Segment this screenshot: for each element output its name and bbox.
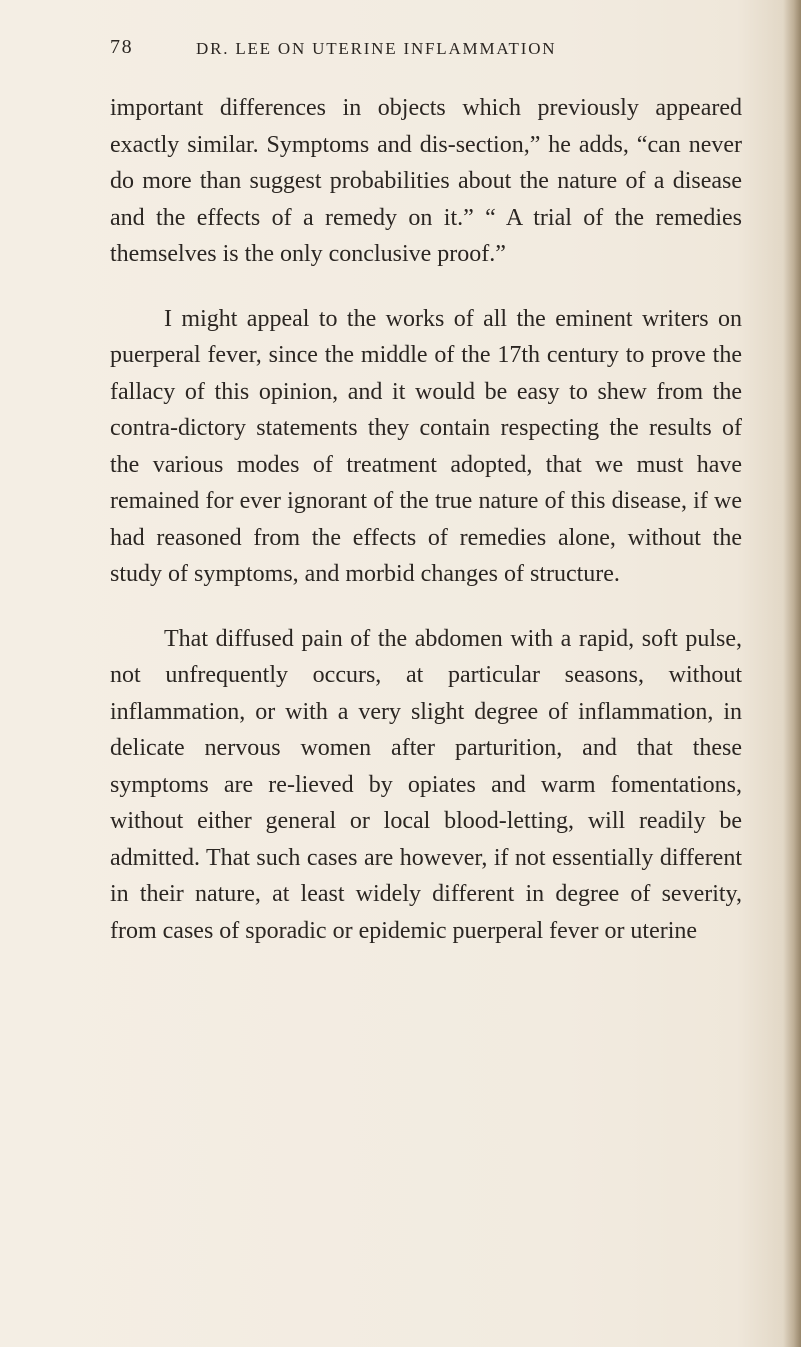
paragraph-continued: important differences in objects which previously appeared exactly similar. Symptoms and dis-section,” he adds, “can never do more than suggest probabilities about the nature of a disease and the effects of a remedy on it.” “ A trial of the remedies themselves is the only conclusive proof.” [110,95,742,267]
paragraph: I might appeal to the works of all the eminent writers on puerperal fever, since the middle of the 17th century to prove the fallacy of this opinion, and it would be easy to shew from the contra-dictory statements they contain respecting the results of the various modes of treatment adopted, that we must have remained for ever ignorant of the true nature of this disease, if we had reasoned from the effects of remedies alone, without the study of symptoms, and morbid changes of structure. [110,305,742,587]
page-edge-shadow [783,0,801,1347]
paragraph: That diffused pain of the abdomen with a rapid, soft pulse, not unfrequently occurs, at particular seasons, without inflammation, or with a very slight degree of inflammation, in delicate nervous women after parturition, and that these symptoms are re-lieved by opiates and warm fomentations, without either general or local blood-letting, will readily be admitted. That such cases are however, if not essentially different in their nature, at least widely different in degree of severity, from cases of sporadic or epidemic puerperal fever or uterine [110,625,742,944]
running-title: DR. LEE ON UTERINE INFLAMMATION [196,39,557,58]
page-number: 78 [110,36,134,58]
body-text [110,90,742,949]
